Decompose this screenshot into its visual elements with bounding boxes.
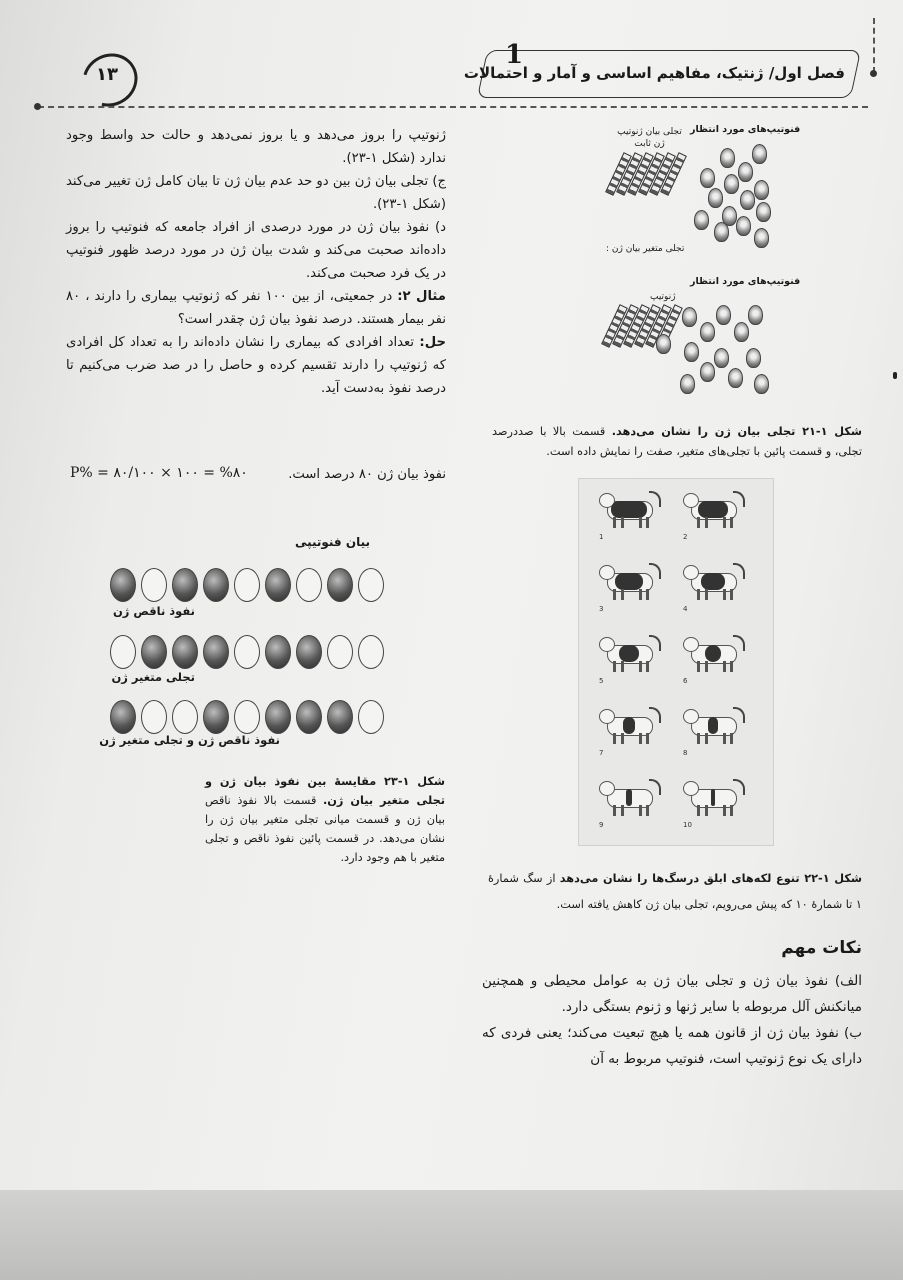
phenotype-bird-icon xyxy=(752,144,767,164)
divider-dot-left xyxy=(34,103,41,110)
empty-phenotype-circle xyxy=(358,635,384,669)
figure-23-title: بیان فنوتیپی xyxy=(294,535,370,549)
phenotype-bird-icon xyxy=(728,368,743,388)
dog-number-label: 4 xyxy=(683,605,688,613)
figure-23-caption xyxy=(205,772,445,867)
margin-dashed-line xyxy=(873,18,875,73)
dog-illustration xyxy=(601,633,661,673)
phenotype-bird-icon xyxy=(736,216,751,236)
empty-phenotype-circle xyxy=(141,700,167,734)
empty-phenotype-circle xyxy=(234,568,260,602)
row-label: تجلی متغیر ژن xyxy=(111,670,195,684)
solution xyxy=(66,331,446,400)
filled-phenotype-circle xyxy=(327,700,353,734)
figure-22-caption xyxy=(488,866,862,918)
empty-phenotype-circle xyxy=(358,568,384,602)
phenotype-bird-icon xyxy=(756,202,771,222)
notes-body xyxy=(482,968,862,1072)
dog-number-label: 6 xyxy=(683,677,688,685)
dog-illustration xyxy=(685,561,745,601)
filled-phenotype-circle xyxy=(327,568,353,602)
dog-illustration xyxy=(685,489,745,529)
example xyxy=(66,285,446,331)
margin-mark xyxy=(893,372,897,379)
phenotype-bird-icon xyxy=(734,322,749,342)
divider-dot-right xyxy=(870,70,877,77)
phenotype-bird-icon xyxy=(700,168,715,188)
dog-illustration xyxy=(601,489,661,529)
note-a: الف) نفوذ بیان ژن و تجلی بیان ژن به عوامل محیطی و همچنین میانکنش آلل مربوطه با سایر ژنها و ژنوم بستگی دارد. xyxy=(482,973,862,1015)
phenotype-bird-icon xyxy=(754,180,769,200)
figure-21-caption xyxy=(492,422,862,462)
dog-number-label: 1 xyxy=(599,533,604,541)
caption-text: قسمت بالا با صددرصد تجلی، و قسمت پائین با تجلی‌های متغیر، صفت را نمایش داده است. xyxy=(492,425,862,458)
filled-phenotype-circle xyxy=(203,568,229,602)
phenotype-bird-icon xyxy=(714,222,729,242)
caption-text: قسمت بالا نفوذ ناقص بیان ژن و قسمت میانی تجلی متغیر بیان ژن را نشان می‌دهد. در قسمت پائین نفوذ ناقص و تجلی متغیر با هم وجود دارد. xyxy=(205,794,445,864)
dog-number-label: 5 xyxy=(599,677,604,685)
dog-illustration xyxy=(685,777,745,817)
caption-label: شکل ۱-۲۱ تجلی بیان ژن را نشان می‌دهد. xyxy=(611,425,862,438)
empty-phenotype-circle xyxy=(327,635,353,669)
page-number: ۱۳ xyxy=(96,64,118,85)
chapter-title: فصل اول/ ژنتیک، مفاهیم اساسی و آمار و احتمالات xyxy=(463,64,845,82)
empty-phenotype-circle xyxy=(141,568,167,602)
phenotype-bird-icon xyxy=(708,188,723,208)
dog-illustration xyxy=(685,705,745,745)
phenotype-bird-icon xyxy=(656,334,671,354)
filled-phenotype-circle xyxy=(265,635,291,669)
filled-phenotype-circle xyxy=(296,700,322,734)
penetrance-formula: P% = ۸۰/۱۰۰ × ۱۰۰ = %۸۰ xyxy=(70,465,248,481)
dog-number-label: 10 xyxy=(683,821,692,829)
phenotype-bird-icon xyxy=(740,190,755,210)
paragraph: د) نفوذ بیان ژن در مورد درصدی از افراد جامعه که فنوتیپ را بروز داده‌اند صحبت می‌کند و شدت بیان ژن در مورد درصد ظهور فنوتیپ در یک فرد صحبت می‌کند. xyxy=(66,220,446,281)
dog-illustration xyxy=(601,561,661,601)
fig21-label-expected: فنوتیپ‌های مورد انتظار xyxy=(690,124,801,135)
dog-number-label: 7 xyxy=(599,749,604,757)
figure-22-dogs xyxy=(578,478,774,846)
phenotype-row-both xyxy=(110,700,390,734)
phenotype-bird-icon xyxy=(746,348,761,368)
phenotype-bird-icon xyxy=(716,305,731,325)
empty-phenotype-circle xyxy=(358,700,384,734)
phenotype-bird-icon xyxy=(680,374,695,394)
phenotype-bird-icon xyxy=(694,210,709,230)
caption-label: شکل ۱-۲۳ مقایسهٔ بین نفوذ بیان ژن و تجلی متغیر بیان ژن. xyxy=(205,775,445,807)
solution-label: حل: xyxy=(419,335,446,350)
phenotype-bird-icon xyxy=(720,148,735,168)
phenotype-row-incomplete-penetrance xyxy=(110,568,390,602)
chapter-number: 1 xyxy=(505,40,524,70)
caption-label: شکل ۱-۲۲ تنوع لکه‌های ابلق درسگ‌ها را نشان می‌دهد xyxy=(559,872,863,885)
phenotype-bird-icon xyxy=(724,174,739,194)
filled-phenotype-circle xyxy=(265,568,291,602)
filled-phenotype-circle xyxy=(296,635,322,669)
filled-phenotype-circle xyxy=(203,700,229,734)
phenotype-bird-icon xyxy=(700,322,715,342)
note-b: ب) نفوذ بیان ژن از قانون همه یا هیچ تبعیت می‌کند؛ یعنی فردی که دارای یک نوع ژنوتیپ است، فنوتیپ مربوط به آن xyxy=(482,1025,862,1067)
phenotype-bird-icon xyxy=(682,307,697,327)
example-label: مثال ۲: xyxy=(397,289,446,304)
fig21-label-expected-2: فنوتیپ‌های مورد انتظار xyxy=(690,276,801,287)
filled-phenotype-circle xyxy=(110,568,136,602)
dog-number-label: 3 xyxy=(599,605,604,613)
fig21-label-variable: تجلی متغیر بیان ژن : xyxy=(606,244,685,254)
empty-phenotype-circle xyxy=(172,700,198,734)
filled-phenotype-circle xyxy=(265,700,291,734)
empty-phenotype-circle xyxy=(110,635,136,669)
dog-illustration xyxy=(685,633,745,673)
phenotype-bird-icon xyxy=(714,348,729,368)
empty-phenotype-circle xyxy=(296,568,322,602)
dog-number-label: 8 xyxy=(683,749,688,757)
row-label: نفوذ ناقص ژن xyxy=(112,604,195,618)
empty-phenotype-circle xyxy=(234,700,260,734)
phenotype-bird-icon xyxy=(754,374,769,394)
page-bottom-shadow xyxy=(0,1190,903,1280)
row-label: نفوذ ناقص ژن و تجلی متغیر ژن xyxy=(99,733,280,747)
filled-phenotype-circle xyxy=(110,700,136,734)
header-divider xyxy=(38,106,868,108)
filled-phenotype-circle xyxy=(141,635,167,669)
fig21-label-genotype-2: ژنوتیپ xyxy=(650,292,676,302)
phenotype-bird-icon xyxy=(748,305,763,325)
figure-21 xyxy=(604,122,801,392)
paragraph: ج) تجلی بیان ژن بین دو حد عدم بیان ژن تا بیان کامل ژن تغییر می‌کند (شکل ۱-۲۳). xyxy=(66,174,446,212)
phenotype-bird-icon xyxy=(684,342,699,362)
formula-result-text: نفوذ بیان ژن ۸۰ درصد است. xyxy=(288,467,446,482)
caption-text: از سگ شمارهٔ ۱ تا شمارهٔ ۱۰ که پیش می‌رویم، تجلی بیان ژن کاهش یافته است. xyxy=(488,872,862,911)
paragraph: ژنوتیپ را بروز می‌دهد و یا بروز نمی‌دهد و حالت حد واسط وجود ندارد (شکل ۱-۲۳). xyxy=(66,128,446,166)
example-text: در جمعیتی، از بین ۱۰۰ نفر که ژنوتیپ بیماری را دارند ، ۸۰ نفر بیمار هستند. درصد نفوذ بیان ژن چقدر است؟ xyxy=(66,289,446,327)
dog-illustration xyxy=(601,705,661,745)
filled-phenotype-circle xyxy=(203,635,229,669)
solution-text: تعداد افرادی که بیماری را نشان داده‌اند را به تعداد کل افرادی که ژنوتیپ را دارند تقسیم کرده و حاصل را در صد ضرب می‌کنیم تا درصد نفوذ به‌دست آید. xyxy=(66,335,446,396)
phenotype-row-variable-expressivity xyxy=(110,635,390,669)
dog-illustration xyxy=(601,777,661,817)
empty-phenotype-circle xyxy=(234,635,260,669)
dog-number-label: 9 xyxy=(599,821,604,829)
filled-phenotype-circle xyxy=(172,568,198,602)
phenotype-bird-icon xyxy=(738,162,753,182)
phenotype-bird-icon xyxy=(700,362,715,382)
notes-title: نکات مهم xyxy=(781,938,862,958)
dog-number-label: 2 xyxy=(683,533,688,541)
filled-phenotype-circle xyxy=(172,635,198,669)
fig21-label-genotype: تجلی بیان ژنوتیپ ژن ثابت xyxy=(617,127,682,149)
left-column xyxy=(66,124,446,400)
phenotype-bird-icon xyxy=(754,228,769,248)
